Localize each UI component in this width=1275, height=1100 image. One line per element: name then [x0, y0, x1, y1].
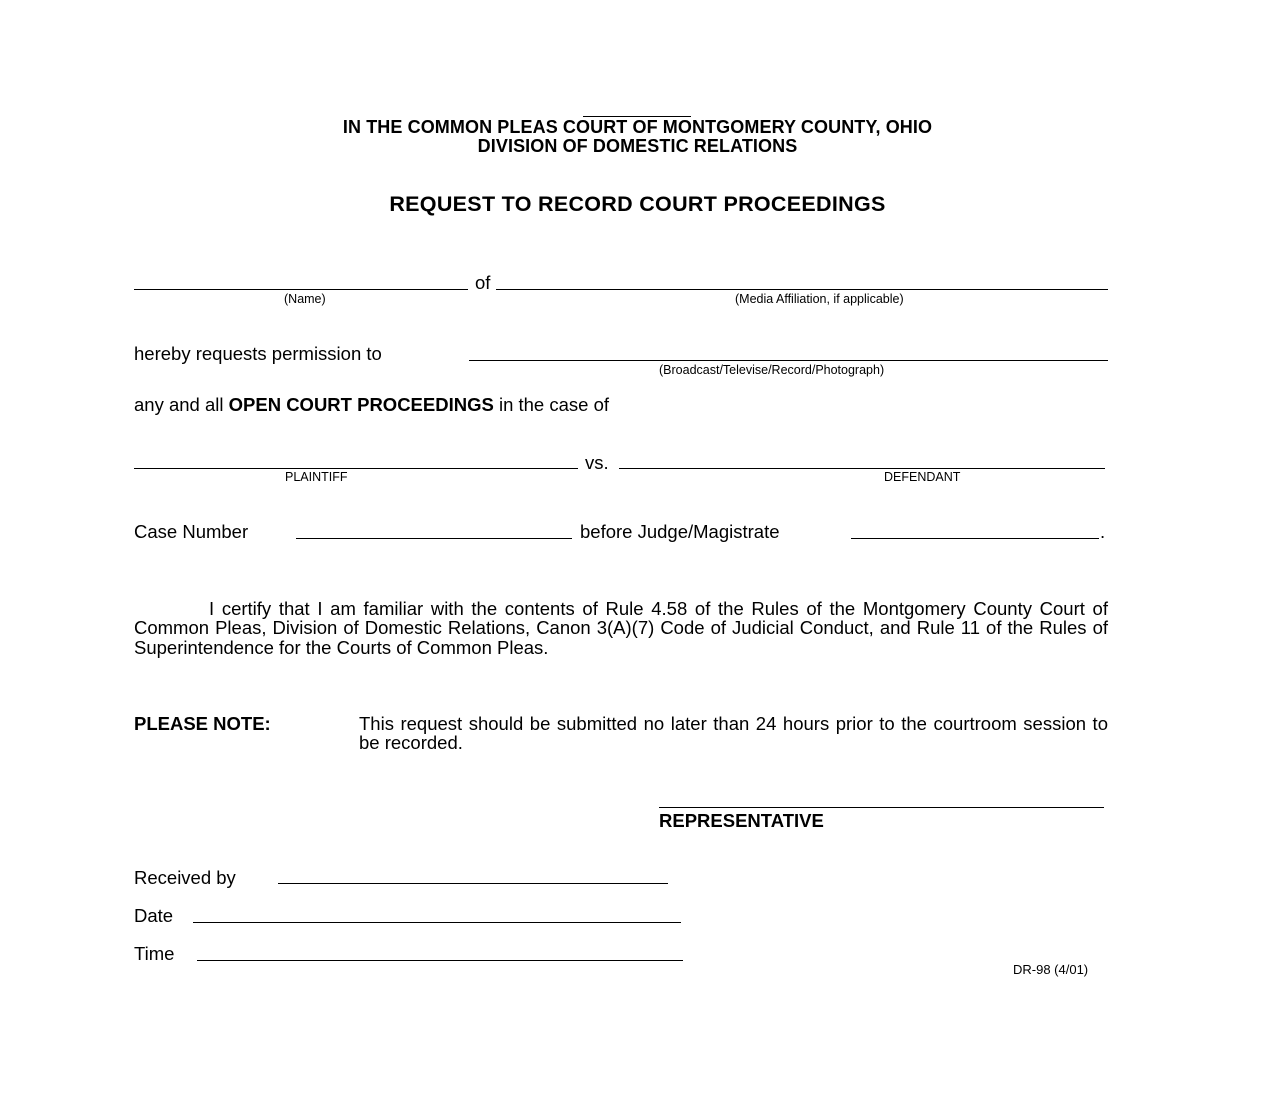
- page-title: REQUEST TO RECORD COURT PROCEEDINGS: [389, 192, 886, 216]
- certification-paragraph: [134, 599, 1108, 657]
- form-id: DR-98 (4/01): [1013, 962, 1089, 977]
- judge-field[interactable]: [851, 538, 1099, 539]
- time-label: Time: [134, 943, 175, 964]
- name-caption: (Name): [284, 292, 326, 306]
- received-by-field[interactable]: [278, 883, 668, 884]
- case-number-label: Case Number: [134, 521, 249, 542]
- permission-type-caption: (Broadcast/Televise/Record/Photograph): [659, 363, 885, 377]
- defendant-field[interactable]: [619, 468, 1105, 469]
- certification-text: I certify that I am familiar with the contents of Rule 4.58 of the Rules of the Montgomery County Court of Common Pleas, Division of Domestic Relations, Canon 3(A)(7) Code of Judicial Conduct, and Rule 11 of the Rules of Superintendence for the Courts of Common Pleas.: [134, 598, 1108, 658]
- name-field[interactable]: [134, 289, 468, 290]
- media-affiliation-field[interactable]: [496, 289, 1108, 290]
- judge-label: before Judge/Magistrate: [580, 521, 780, 542]
- proceedings-suffix: in the case of: [493, 394, 610, 415]
- vs-label: vs.: [585, 452, 609, 473]
- court-name-heading: IN THE COMMON PLEAS COURT OF MONTGOMERY COUNTY, OHIO: [342, 117, 933, 137]
- date-field[interactable]: [193, 922, 681, 923]
- case-number-field[interactable]: [296, 538, 572, 539]
- permission-type-field[interactable]: [469, 360, 1108, 361]
- judge-period: .: [1100, 521, 1106, 542]
- plaintiff-field[interactable]: [134, 468, 578, 469]
- media-affiliation-caption: (Media Affiliation, if applicable): [735, 292, 904, 306]
- time-field[interactable]: [197, 960, 683, 961]
- defendant-caption: DEFENDANT: [884, 470, 961, 484]
- please-note-label: PLEASE NOTE:: [134, 713, 271, 734]
- representative-signature-field[interactable]: [659, 807, 1104, 808]
- plaintiff-caption: PLAINTIFF: [285, 470, 348, 484]
- of-label: of: [475, 272, 491, 293]
- proceedings-bold: OPEN COURT PROCEEDINGS: [228, 394, 494, 415]
- proceedings-prefix: any and all: [134, 394, 229, 415]
- date-label: Date: [134, 905, 174, 926]
- received-by-label: Received by: [134, 867, 236, 888]
- division-heading: DIVISION OF DOMESTIC RELATIONS: [477, 136, 798, 156]
- please-note-text: This request should be submitted no later than 24 hours prior to the courtroom session to be recorded.: [359, 713, 1108, 754]
- permission-label: hereby requests permission to: [134, 343, 382, 364]
- proceedings-statement: [134, 394, 609, 416]
- representative-label: REPRESENTATIVE: [659, 810, 824, 831]
